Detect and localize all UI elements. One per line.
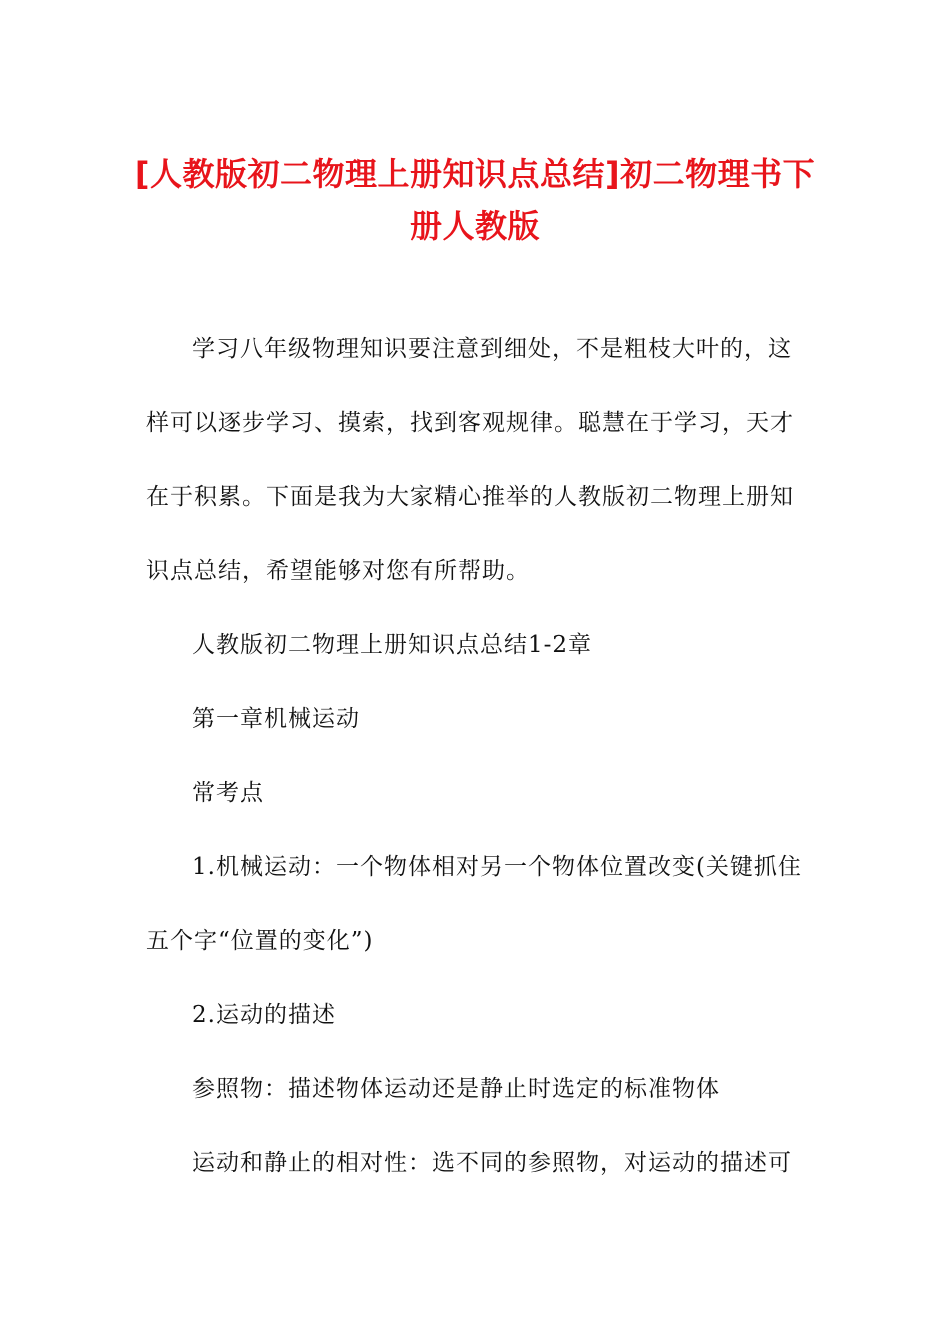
- section-heading: 人教版初二物理上册知识点总结1-2章: [192, 632, 593, 658]
- document-title: [人教版初二物理上册知识点总结]初二物理书下册人教版: [134, 155, 816, 245]
- body-paragraph: 运动和静止的相对性：选不同的参照物，对运动的描述可: [192, 1150, 792, 1176]
- list-item: 1.机械运动：一个物体相对另一个物体位置改变(关键抓住五个字“位置的变化”): [146, 854, 802, 954]
- chapter-heading: 第一章机械运动: [192, 706, 360, 732]
- body-paragraph: 参照物：描述物体运动还是静止时选定的标准物体: [192, 1076, 720, 1102]
- list-item: 2.运动的描述: [192, 1002, 336, 1028]
- intro-paragraph: 学习八年级物理知识要注意到细处，不是粗枝大叶的，这样可以逐步学习、摸索，找到客观规律。聪慧在于学习，天才在于积累。下面是我为大家精心推举的人教版初二物理上册知识点总结，希望能够对您有所帮助。: [146, 336, 794, 584]
- subheading: 常考点: [192, 780, 264, 806]
